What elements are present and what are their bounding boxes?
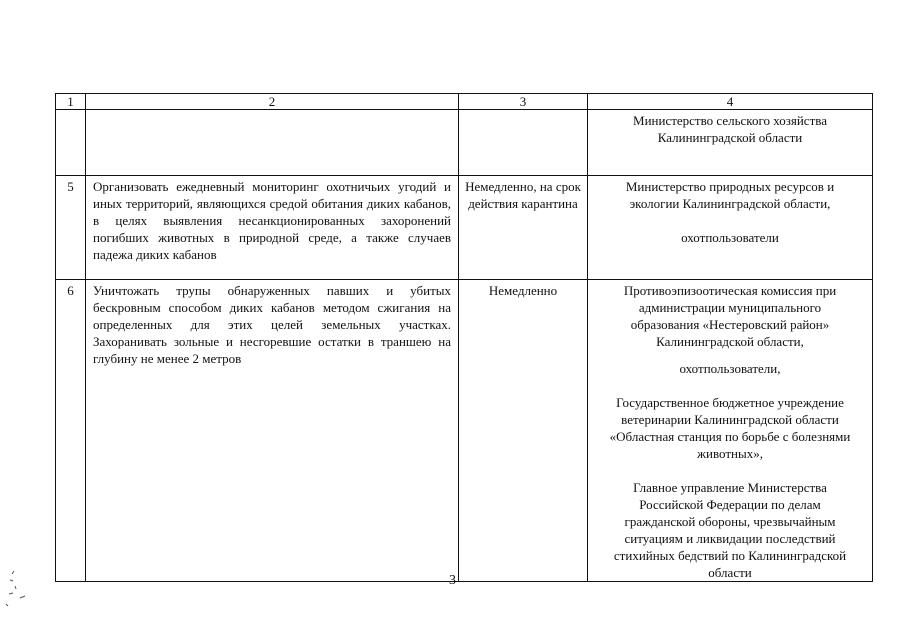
- responsible-entry: Министерство сельского хозяйства Калининградской области: [633, 113, 827, 145]
- responsible-entry: охотпользователи,: [679, 361, 781, 376]
- table-row: [56, 176, 873, 280]
- row-number: 6: [56, 280, 86, 582]
- responsible-entry: Противоэпизоотическая комиссия при администрации муниципального образования «Нестеровский район» Калининградской области,: [623, 283, 837, 349]
- row-measure: Организовать ежедневный мониторинг охотничьих угодий и иных территорий, являющихся средой обитания диких кабанов, в целях выявления несанкционированных захоронений погибших животных в природной среде, а также случаев падежа диких кабанов: [86, 176, 459, 280]
- row-measure: Уничтожать трупы обнаруженных павших и убитых бескровным способом диких кабанов методом сжигания на определенных для этих целей земельных участках. Захоранивать зольные и несгоревшие остатки в траншею на глубину не менее 2 метров: [86, 280, 459, 582]
- row-number: 5: [56, 176, 86, 280]
- row-responsible: [588, 110, 873, 176]
- scan-speckle-marks: [0, 560, 40, 620]
- table-row: [56, 280, 873, 582]
- responsible-entry: Министерство природных ресурсов и экологии Калининградской области,: [625, 179, 835, 211]
- row-measure: [86, 110, 459, 176]
- responsible-entry: Государственное бюджетное учреждение ветеринарии Калининградской области «Областная станция по борьбе с болезнями животных»,: [609, 395, 851, 461]
- header-col-3: 3: [459, 94, 588, 110]
- responsible-entry: Главное управление Министерства Российской Федерации по делам гражданской обороны, чрезвычайным ситуациям и ликвидации последствий стихийных бедствий по Калининградской области: [613, 480, 847, 580]
- row-responsible: [588, 176, 873, 280]
- row-number: [56, 110, 86, 176]
- header-col-4: 4: [588, 94, 873, 110]
- row-deadline: [459, 110, 588, 176]
- row-deadline: Немедленно, на срок действия карантина: [459, 176, 588, 280]
- measures-table: [55, 93, 873, 582]
- page-number: 3: [449, 573, 456, 588]
- responsible-entry: охотпользователи: [681, 230, 779, 245]
- table-header-row: [56, 94, 873, 110]
- table-row: [56, 110, 873, 176]
- row-responsible: [588, 280, 873, 582]
- header-col-2: 2: [86, 94, 459, 110]
- row-deadline: Немедленно: [459, 280, 588, 582]
- header-col-1: 1: [56, 94, 86, 110]
